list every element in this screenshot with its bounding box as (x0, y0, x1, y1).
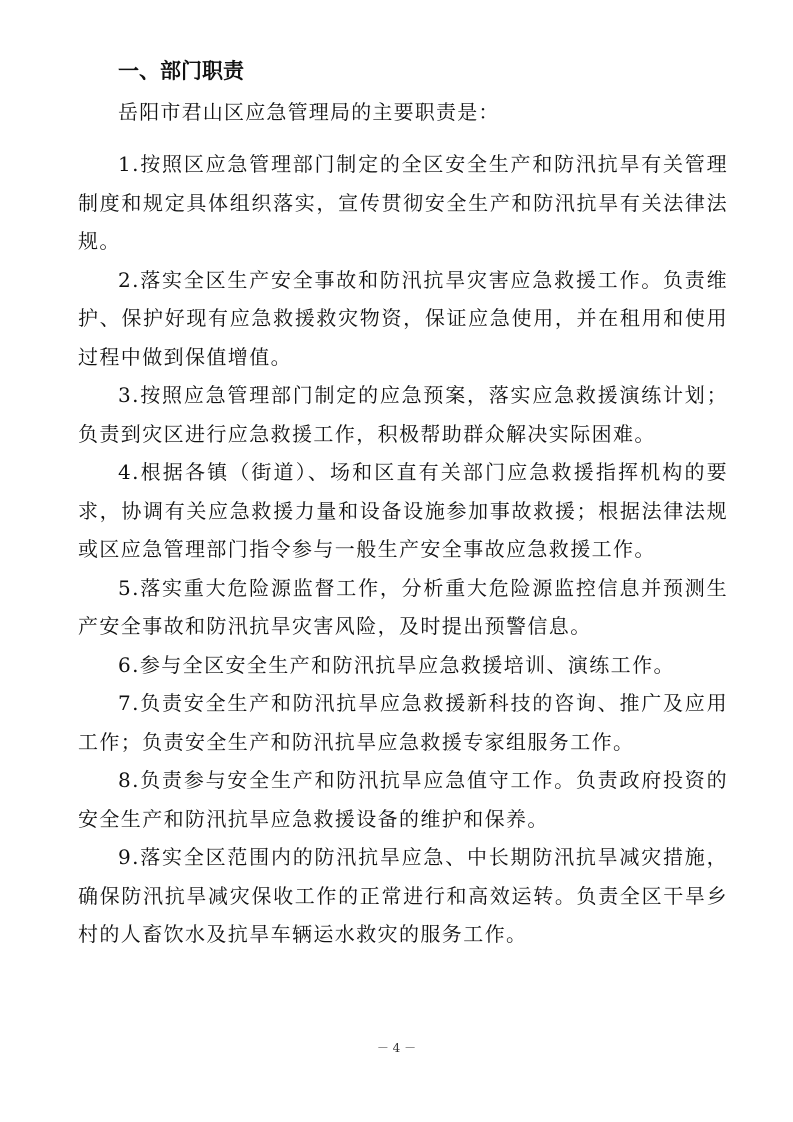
duty-paragraph-9: 9.落实全区范围内的防汛抗旱应急、中长期防汛抗旱减灾措施，确保防汛抗旱减灾保收工作的正常进行和高效运转。负责全区干旱乡村的人畜饮水及抗旱车辆运水救灾的服务工作。 (78, 845, 728, 946)
duty-paragraph-7: 7.负责安全生产和防汛抗旱应急救援新科技的咨询、推广及应用工作；负责安全生产和防汛抗旱应急救援专家组服务工作。 (78, 691, 728, 754)
duty-paragraph-4: 4.根据各镇（街道）、场和区直有关部门应急救援指挥机构的要求，协调有关应急救援力量和设备设施参加事故救援；根据法律法规或区应急管理部门指令参与一般生产安全事故应急救援工作。 (78, 460, 728, 561)
duty-paragraph-3: 3.按照应急管理部门制定的应急预案，落实应急救援演练计划；负责到灾区进行应急救援工作，积极帮助群众解决实际困难。 (78, 383, 728, 446)
page-number: － 4 － (376, 1041, 417, 1055)
duty-paragraph-8: 8.负责参与安全生产和防汛抗旱应急值守工作。负责政府投资的安全生产和防汛抗旱应急救援设备的维护和保养。 (78, 768, 728, 831)
duty-paragraph-5: 5.落实重大危险源监督工作，分析重大危险源监控信息并预测生产安全事故和防汛抗旱灾害风险，及时提出预警信息。 (78, 575, 728, 638)
duty-paragraph-6: 6.参与全区安全生产和防汛抗旱应急救援培训、演练工作。 (118, 652, 675, 677)
duty-paragraph-1: 1.按照区应急管理部门制定的全区安全生产和防汛抗旱有关管理制度和规定具体组织落实，宣传贯彻安全生产和防汛抗旱有关法律法规。 (78, 152, 728, 253)
duties-list (78, 145, 728, 954)
section-title: 一、部门职责 (118, 59, 244, 83)
intro-text: 岳阳市君山区应急管理局的主要职责是： (118, 100, 500, 124)
duty-paragraph-2: 2.落实全区生产安全事故和防汛抗旱灾害应急救援工作。负责维护、保护好现有应急救援救灾物资，保证应急使用，并在租用和使用过程中做到保值增值。 (78, 267, 728, 369)
